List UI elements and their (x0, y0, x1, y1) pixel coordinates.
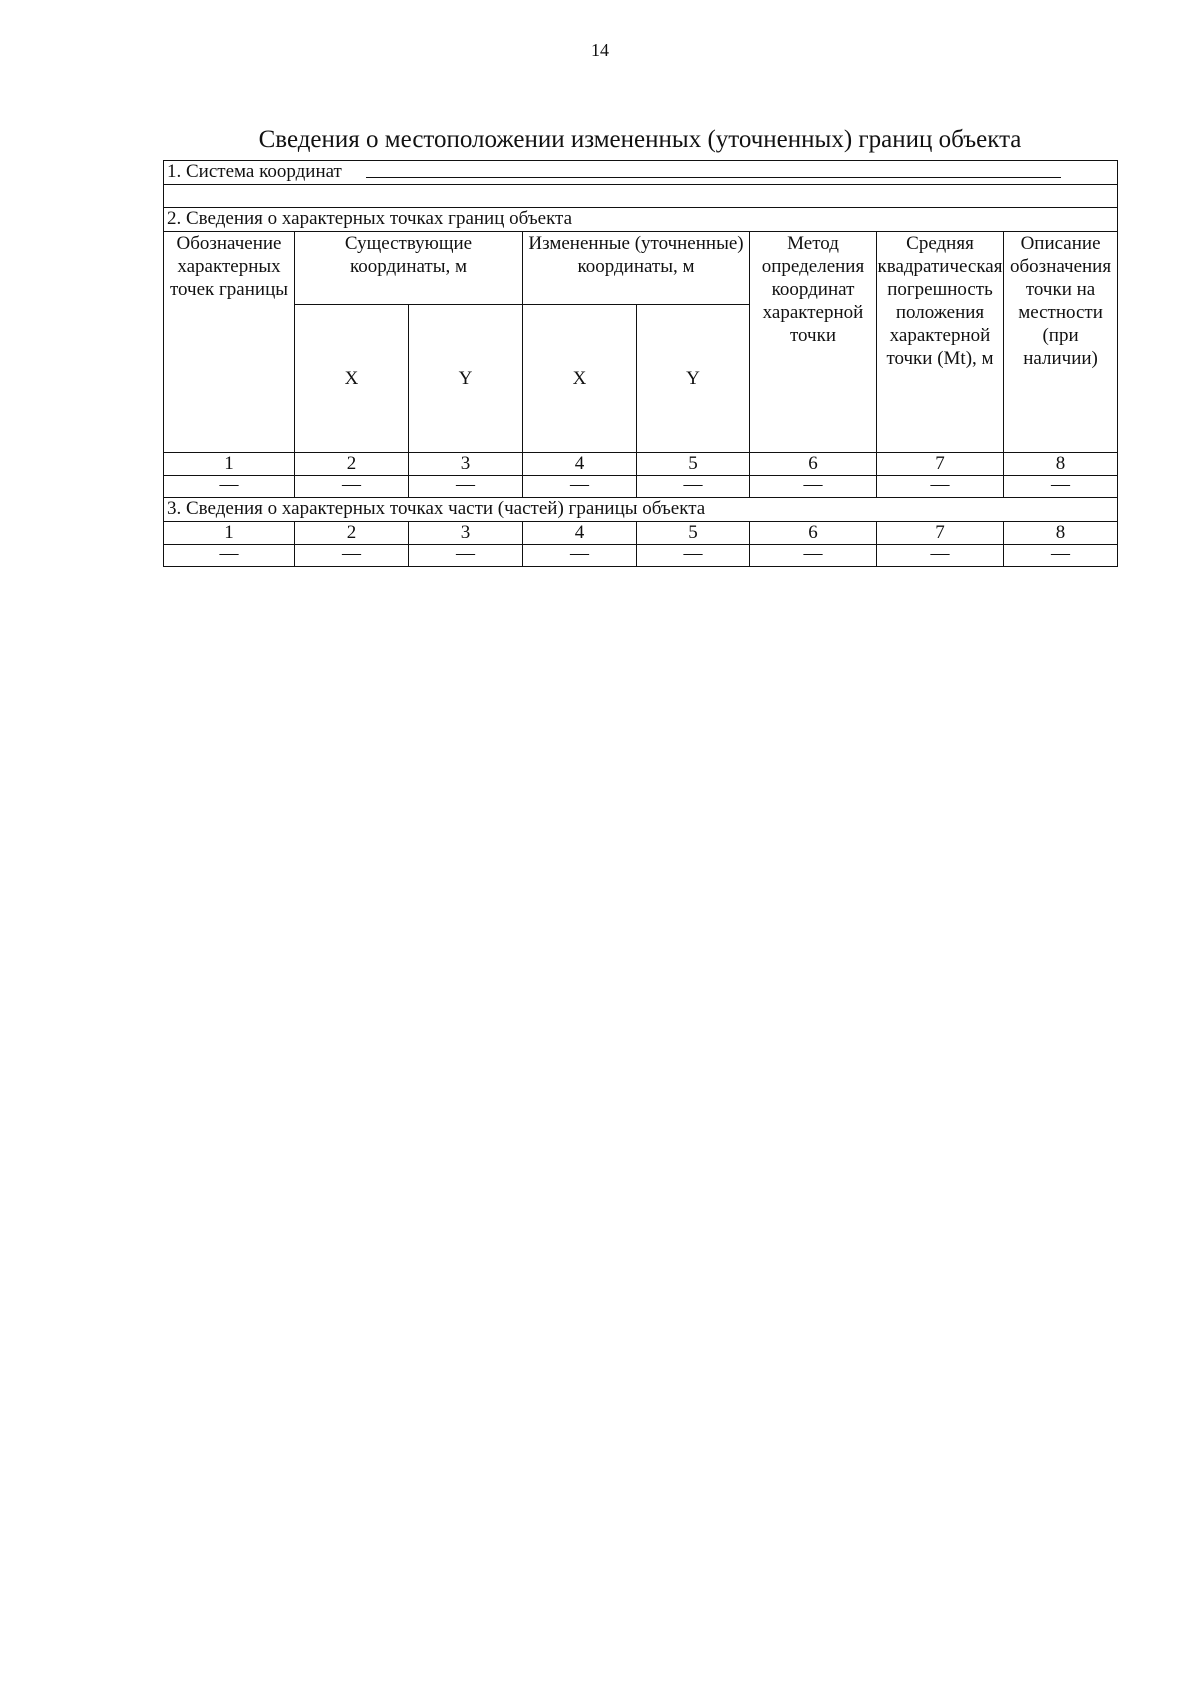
header-existing-y: Y (409, 305, 523, 453)
section2-label: 2. Сведения о характерных точках границ объекта (164, 208, 1118, 232)
section1-label: 1. Система координат (167, 161, 342, 182)
table-cell: — (164, 545, 295, 567)
header-existing-coordinates: Существующие координаты, м (295, 232, 523, 305)
section3-data-row (164, 545, 1118, 567)
section2-column-numbers (164, 453, 1118, 476)
boundary-table (163, 160, 1118, 567)
header-point-designation: Обозначение характерных точек границы (164, 232, 295, 453)
column-number: 3 (409, 453, 523, 476)
column-number: 6 (750, 522, 877, 545)
column-number: 2 (295, 522, 409, 545)
table-cell: — (750, 476, 877, 498)
table-cell: — (295, 476, 409, 498)
header-row-1 (164, 232, 1118, 305)
section3-label: 3. Сведения о характерных точках части (частей) границы объекта (164, 498, 1118, 522)
section1-cell (164, 161, 1118, 185)
column-number: 5 (637, 453, 750, 476)
table-cell: — (409, 545, 523, 567)
table-cell: — (637, 545, 750, 567)
column-number: 5 (637, 522, 750, 545)
table-cell: — (750, 545, 877, 567)
column-number: 6 (750, 453, 877, 476)
section3-column-numbers (164, 522, 1118, 545)
coordinate-system-field[interactable] (366, 161, 1061, 178)
column-number: 4 (523, 453, 637, 476)
table-cell: — (637, 476, 750, 498)
table-cell: — (164, 476, 295, 498)
table-cell: — (877, 545, 1004, 567)
document-title: Сведения о местоположении измененных (уточненных) границ объекта (258, 126, 1022, 153)
header-mean-error: Средняя квадратическая погрешность положения характерной точки (Mt), м (877, 232, 1004, 453)
column-number: 1 (164, 453, 295, 476)
table-cell: — (1004, 476, 1118, 498)
table-cell: — (295, 545, 409, 567)
table-cell: — (523, 476, 637, 498)
section1-blank-cell (164, 185, 1118, 208)
header-changed-x: X (523, 305, 637, 453)
section1-row (164, 161, 1118, 185)
header-method: Метод определения координат характерной точки (750, 232, 877, 453)
header-existing-x: X (295, 305, 409, 453)
column-number: 1 (164, 522, 295, 545)
section1-blank-row (164, 185, 1118, 208)
header-changed-y: Y (637, 305, 750, 453)
section3-row (164, 498, 1118, 522)
column-number: 4 (523, 522, 637, 545)
column-number: 8 (1004, 522, 1118, 545)
table-cell: — (877, 476, 1004, 498)
table-cell: — (523, 545, 637, 567)
column-number: 2 (295, 453, 409, 476)
column-number: 3 (409, 522, 523, 545)
column-number: 7 (877, 453, 1004, 476)
section2-row (164, 208, 1118, 232)
header-changed-coordinates: Измененные (уточненные) координаты, м (523, 232, 750, 305)
header-description: Описание обозначения точки на местности (при наличии) (1004, 232, 1118, 453)
table-cell: — (1004, 545, 1118, 567)
table-cell: — (409, 476, 523, 498)
section2-data-row (164, 476, 1118, 498)
column-number: 8 (1004, 453, 1118, 476)
page-number: 14 (591, 40, 609, 60)
column-number: 7 (877, 522, 1004, 545)
